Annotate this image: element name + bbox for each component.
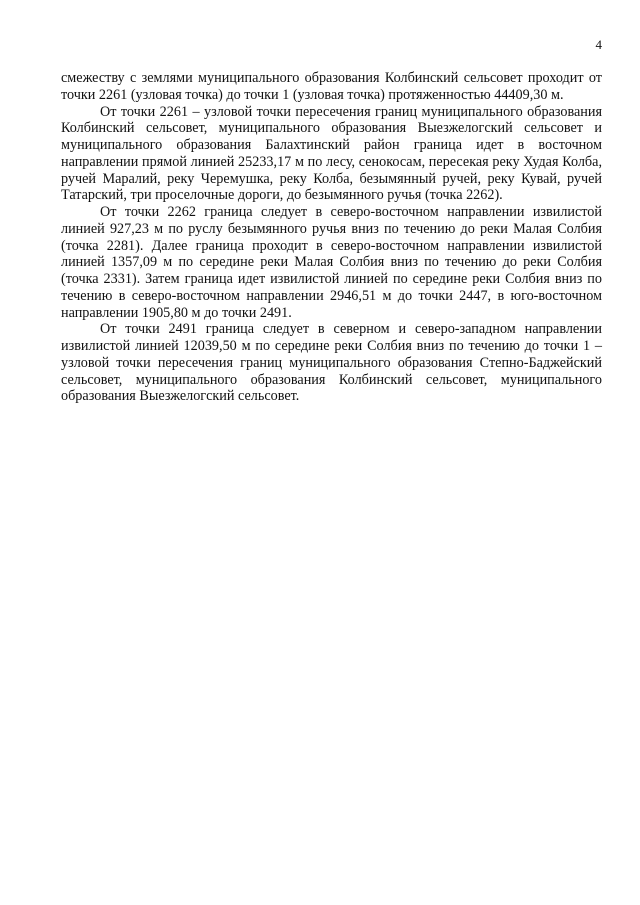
paragraph-point-2491: От точки 2491 граница следует в северном и северо-западном направлении извилистой линией 12039,50 м по середине реки Солбия вниз по течению до точки 1 – узловой точки пересечения границ муниципального образования Степно-Баджейский сельсовет, муниципального образования Колбинский сельсовет, муниципального образования Выезжелогский сельсовет. (61, 321, 602, 405)
paragraph-point-2262: От точки 2262 граница следует в северо-восточном направлении извилистой линией 927,23 м по руслу безымянного ручья вниз по течению до реки Малая Солбия (точка 2281). Далее граница проходит в северо-восточном направлении извилистой линией 1357,09 м по середине реки Малая Солбия вниз по течению до реки Солбия (точка 2331). Затем граница идет извилистой линией по середине реки Солбия вниз по течению в северо-восточном направлении 2946,51 м до точки 2447, в юго-восточном направлении 1905,80 м до точки 2491. (61, 204, 602, 321)
paragraph-continuation: смежеству с землями муниципального образования Колбинский сельсовет проходит от точки 2261 (узловая точка) до точки 1 (узловая точка) протяженностью 44409,30 м. (61, 70, 602, 103)
document-body (61, 70, 602, 405)
paragraph-point-2261: От точки 2261 – узловой точки пересечения границ муниципального образования Колбинский сельсовет, муниципального образования Выезжелогский сельсовет и муниципального образования Балахтинский район граница идет в восточном направлении прямой линией 25233,17 м по лесу, сенокосам, пересекая реку Худая Колба, ручей Маралий, реку Черемушка, реку Колба, безымянный ручей, реку Кувай, ручей Татарский, три проселочные дороги, до безымянного ручья (точка 2262). (61, 103, 602, 204)
page-number: 4 (595, 37, 602, 52)
